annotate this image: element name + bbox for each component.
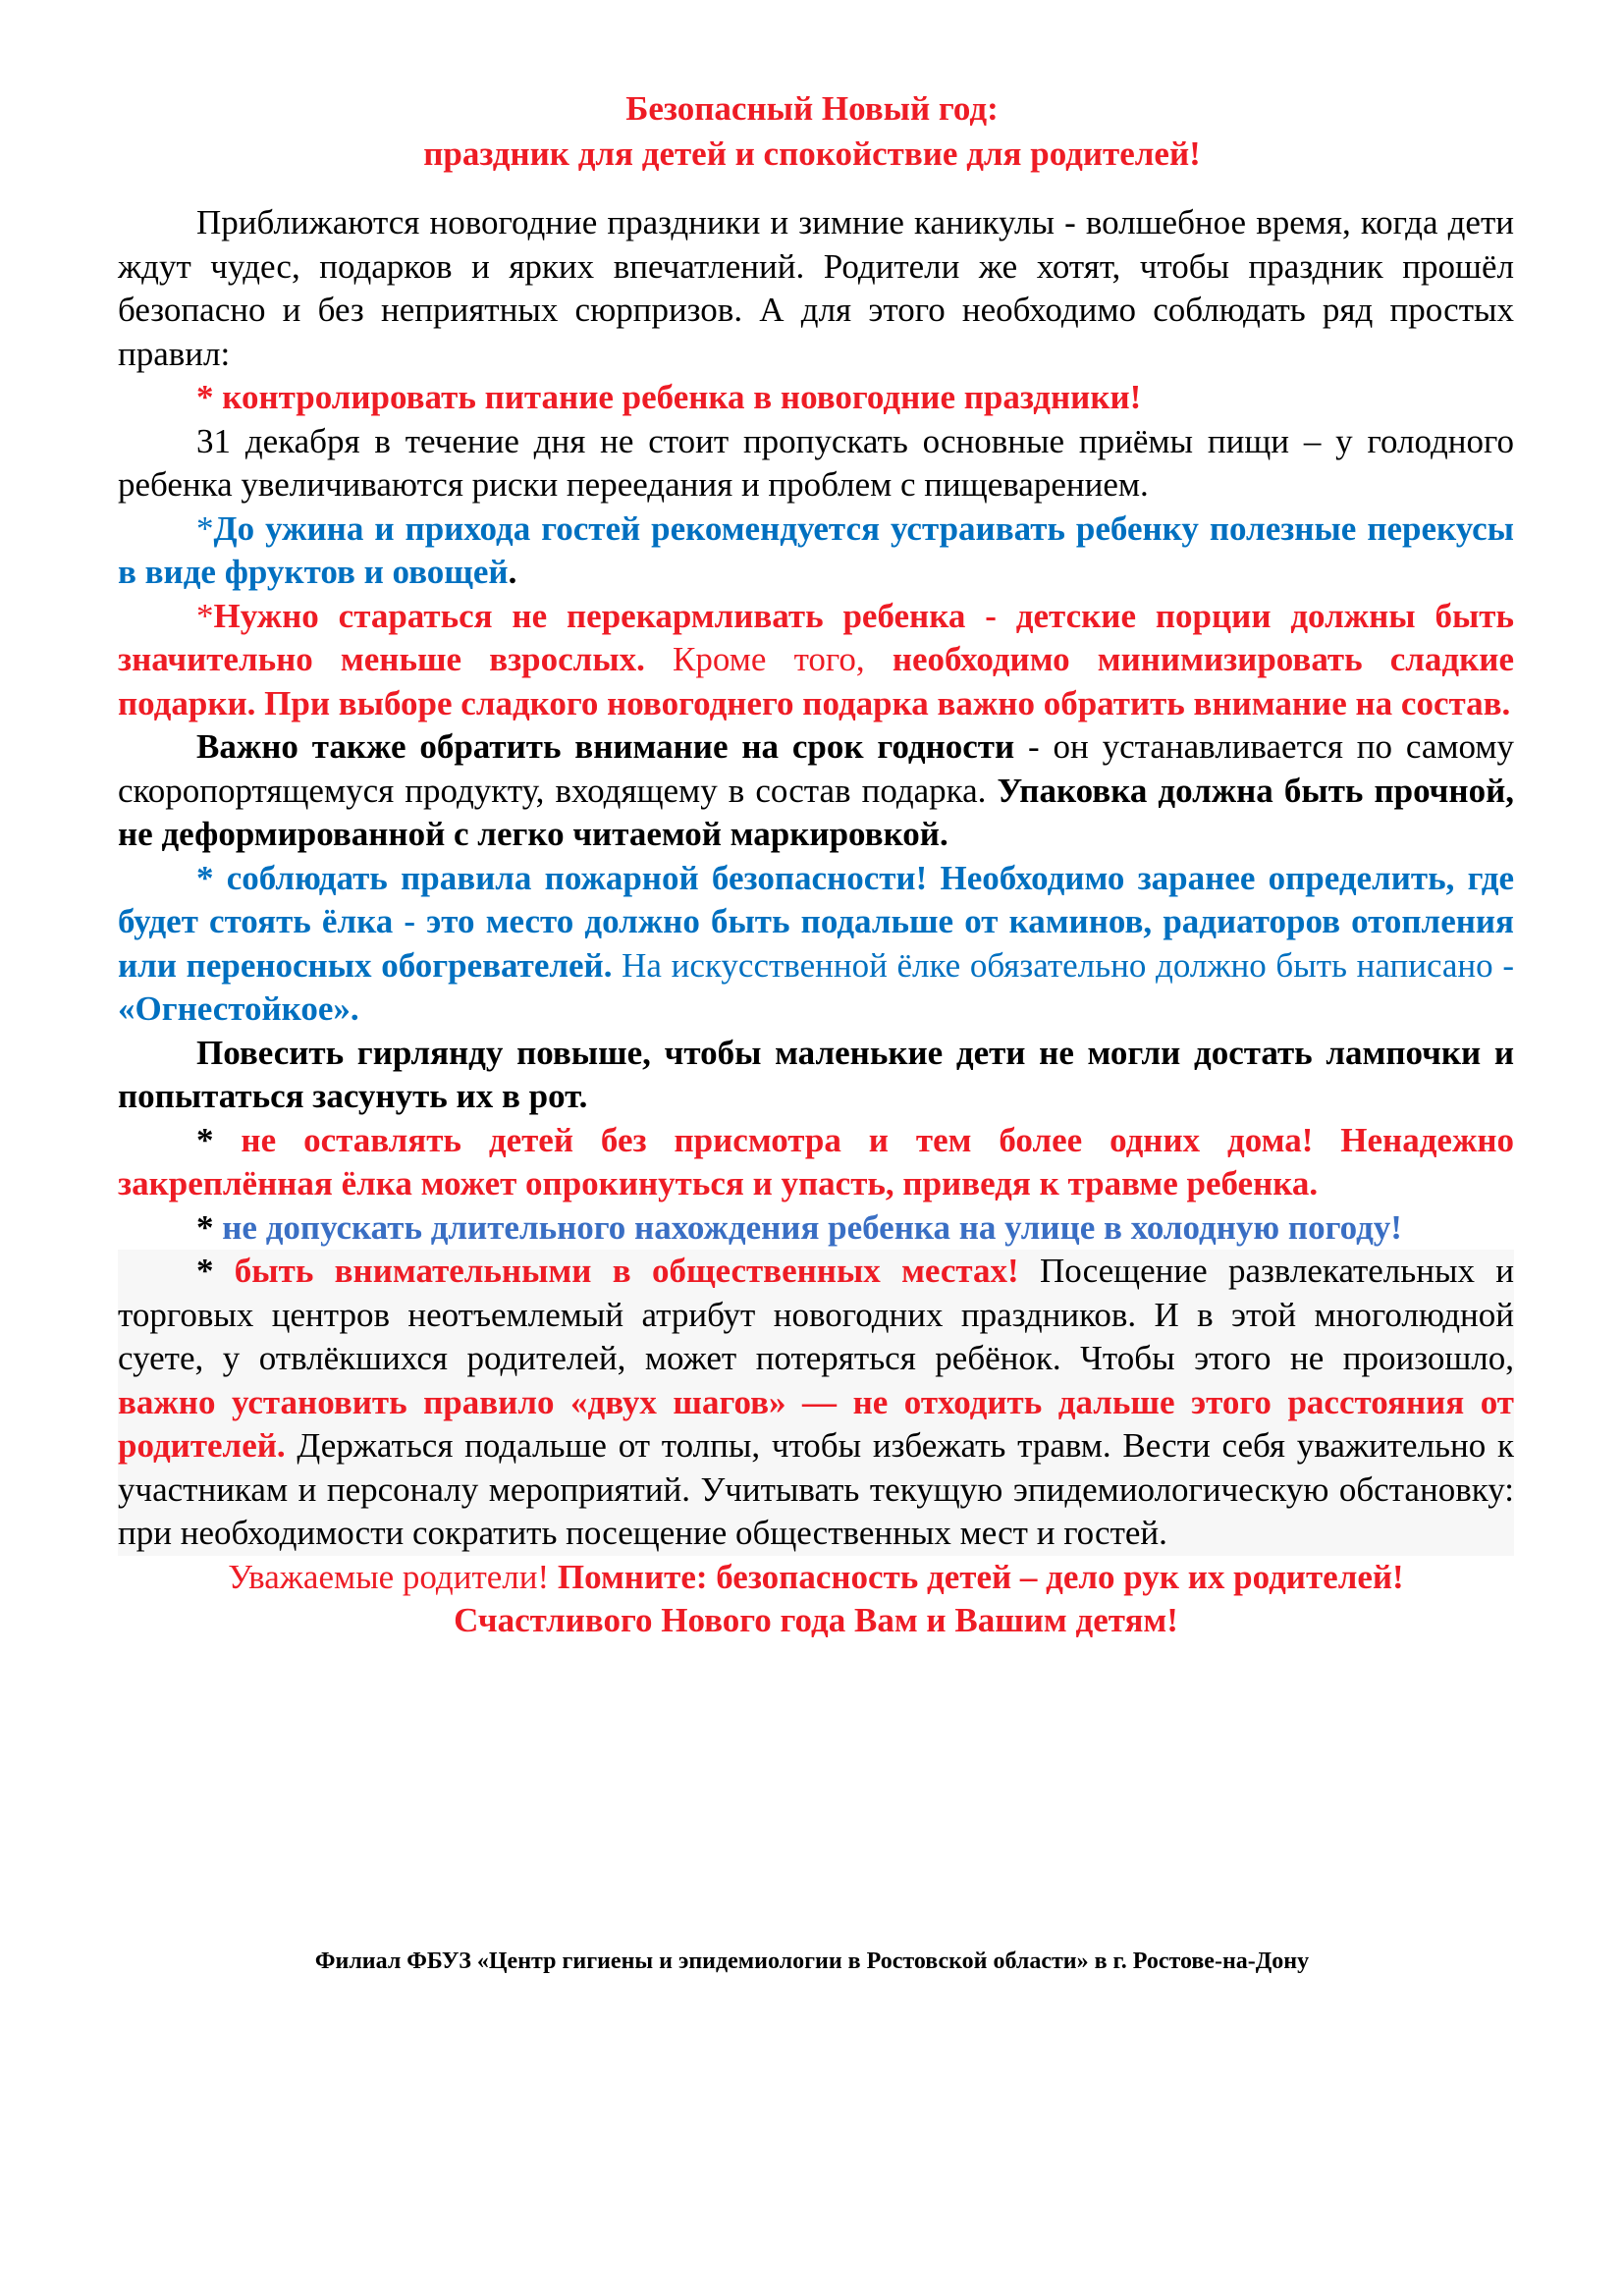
rule-supervision-paragraph	[118, 1119, 1514, 1206]
star-marker: *	[196, 1120, 214, 1159]
rule-public-heading: быть внимательными в общественных местах!	[213, 1252, 1019, 1290]
rule-public-paragraph	[118, 1250, 1514, 1556]
garland-paragraph: Повесить гирлянду повыше, чтобы маленькие дети не могли достать лампочки и попытаться засунуть их в рот.	[118, 1033, 1514, 1115]
title-line-1: Безопасный Новый год:	[625, 89, 999, 128]
nutrition-paragraph-2	[118, 507, 1514, 595]
expiry-advice: Важно также обратить внимание на срок годности	[196, 727, 1015, 766]
portion-advice: Нужно стараться не перекармливать ребенка - детские порции должны быть значительно меньше взрослых.	[118, 596, 1514, 678]
star-marker: *	[196, 1207, 214, 1247]
expiry-explanation: - он устанавливается по самому скоропортящемуся продукту, входящему в состав подарка.	[118, 727, 1514, 810]
nutrition-paragraph-3	[118, 595, 1514, 726]
portion-advice-connector: Кроме того,	[644, 640, 893, 678]
document-body	[118, 201, 1514, 1643]
title-line-2: праздник для детей и спокойствие для родителей!	[423, 134, 1201, 173]
star-marker: *	[196, 596, 214, 635]
rule-cold-paragraph	[118, 1206, 1514, 1251]
rule-fire-label: «Огнестойкое».	[118, 989, 359, 1028]
document-title	[118, 86, 1506, 177]
rule-nutrition-heading: * контролировать питание ребенка в новогодние праздники!	[196, 378, 1142, 416]
closing-address: Уважаемые родители!	[228, 1557, 558, 1596]
rule-supervision-text: не оставлять детей без присмотра и тем более одних дома! Ненадежно закреплённая ёлка может опрокинуться и упасть, приведя к травме ребенка.	[118, 1120, 1514, 1202]
rule-fire-heading: * соблюдать правила пожарной безопасности! Необходимо заранее определить, где будет стоять ёлка - это место должно быть подальше от каминов, радиаторов отопления или переносных обогревателей.	[118, 858, 1514, 985]
closing-paragraph	[118, 1556, 1514, 1600]
document-footer: Филиал ФБУЗ «Центр гигиены и эпидемиологии в Ростовской области» в г. Ростове-на-Дону	[314, 1949, 1310, 1974]
closing-wish: Счастливого Нового года Вам и Вашим детям!	[454, 1601, 1178, 1639]
star-marker: *	[196, 508, 214, 548]
packaging-advice: Упаковка должна быть прочной, не деформированной с легко читаемой маркировкой.	[118, 771, 1514, 853]
rule-public-text-1: Посещение развлекательных и торговых центров неотъемлемый атрибут новогодних праздников. И в этой многолюдной суете, у отвлёкшихся родителей, может потеряться ребёнок. Чтобы этого не произошло,	[118, 1252, 1515, 1377]
sweets-advice: необходимо минимизировать сладкие подарки. При выборе сладкого новогоднего подарка важно обратить внимание на состав.	[118, 640, 1515, 722]
rule-fire-tree-note: На искусственной ёлке обязательно должно быть написано -	[612, 945, 1514, 985]
rule-fire-paragraph	[118, 857, 1514, 1032]
rule-cold-text: не допускать длительного нахождения ребенка на улице в холодную погоду!	[213, 1207, 1402, 1247]
two-steps-rule: важно установить правило «двух шагов» — не отходить дальше этого расстояния от родителей.	[118, 1382, 1514, 1465]
intro-paragraph: Приближаются новогодние праздники и зимние каникулы - волшебное время, когда дети ждут чудес, подарков и ярких впечатлений. Родители же хотят, чтобы праздник прошёл безопасно и без неприятных сюрпризов. А для этого необходимо соблюдать ряд простых правил:	[118, 203, 1514, 373]
nutrition-paragraph-1: 31 декабря в течение дня не стоит пропускать основные приёмы пищи – у голодного ребенка увеличиваются риски переедания и проблем с пищеварением.	[118, 421, 1514, 504]
snack-advice-period: .	[508, 553, 517, 591]
snack-advice: До ужина и прихода гостей рекомендуется устраивать ребенку полезные перекусы в виде фруктов и овощей	[118, 508, 1514, 591]
closing-reminder: Помните: безопасность детей – дело рук их родителей!	[557, 1557, 1404, 1596]
star-marker: *	[196, 1252, 214, 1290]
rule-public-text-2: Держаться подальше от толпы, чтобы избежать травм. Вести себя уважительно к участникам и персоналу мероприятий. Учитывать текущую эпидемиологическую обстановку: при необходимости сократить посещение общественных мест и гостей.	[118, 1426, 1514, 1552]
nutrition-paragraph-4	[118, 725, 1514, 857]
